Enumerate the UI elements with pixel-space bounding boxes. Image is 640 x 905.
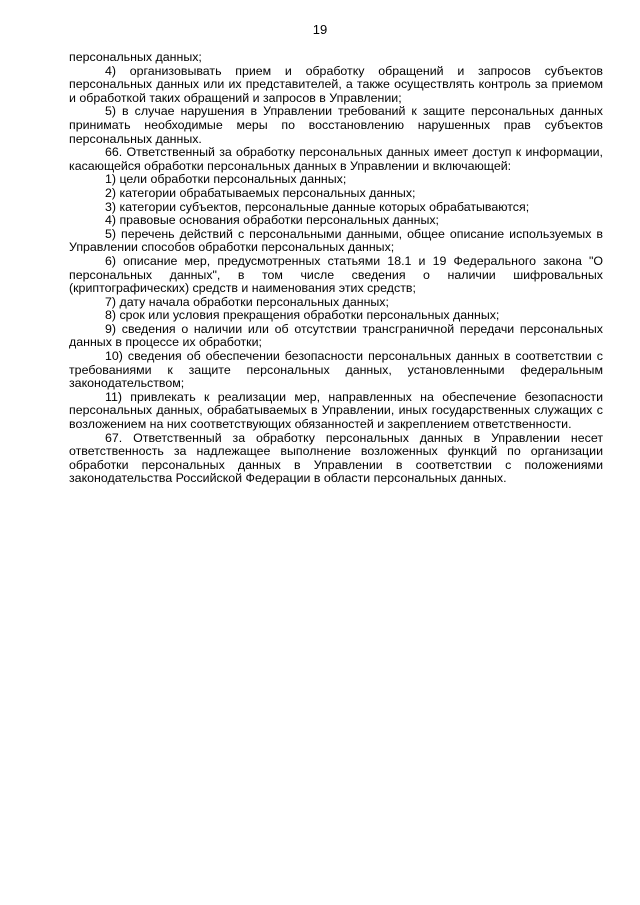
paragraph: 4) организовывать прием и обработку обращений и запросов субъектов персональных данных или их представителей, а также осуществлять контроль за приемом и обработкой таких обращений и запросов в Управлении; bbox=[69, 63, 603, 105]
paragraph: 6) описание мер, предусмотренных статьями 18.1 и 19 Федерального закона "О персональных данных", в том числе сведения о наличии шифровальных (криптографических) средств и наименования этих средств; bbox=[69, 253, 603, 296]
paragraph: 66. Ответственный за обработку персональных данных имеет доступ к информации, касающейся обработки персональных данных в Управлении и включающей: bbox=[69, 145, 603, 173]
page-number: 19 bbox=[312, 22, 328, 37]
paragraph: 5) перечень действий с персональными данными, общее описание используемых в Управлении способов обработки персональных данных; bbox=[69, 226, 603, 255]
document-body bbox=[69, 51, 603, 486]
paragraph: 3) категории субъектов, персональные данные которых обрабатываются; bbox=[105, 199, 530, 214]
paragraph: 5) в случае нарушения в Управлении требований к защите персональных данных принимать необходимые меры по восстановлению нарушенных прав субъектов персональных данных. bbox=[69, 104, 603, 146]
paragraph: 4) правовые основания обработки персональных данных; bbox=[105, 213, 439, 228]
paragraph: 10) сведения об обеспечении безопасности персональных данных в соответствии с требованиями к защите персональных данных, установленными федеральным законодательством; bbox=[69, 349, 603, 391]
paragraph: 67. Ответственный за обработку персональных данных в Управлении несет ответственность за надлежащее выполнение возложенных функций по организации обработки персональных данных в Управлении в соответствии с положениями законодательства Российской Федерации в области персональных данных. bbox=[69, 430, 603, 486]
paragraph: 2) категории обрабатываемых персональных данных; bbox=[105, 185, 416, 200]
paragraph: 11) привлекать к реализации мер, направленных на обеспечение безопасности персональных данных, обрабатываемых в Управлении, иных государственных служащих с возложением на них соответствующих обязанностей и закреплением ответственности. bbox=[69, 389, 603, 432]
paragraph: 1) цели обработки персональных данных; bbox=[105, 172, 347, 187]
paragraph: 9) сведения о наличии или об отсутствии трансграничной передачи персональных данных в процессе их обработки; bbox=[69, 321, 603, 350]
paragraph: персональных данных; bbox=[69, 50, 202, 64]
paragraph: 8) срок или условия прекращения обработки персональных данных; bbox=[105, 308, 500, 323]
paragraph: 7) дату начала обработки персональных данных; bbox=[105, 294, 389, 309]
